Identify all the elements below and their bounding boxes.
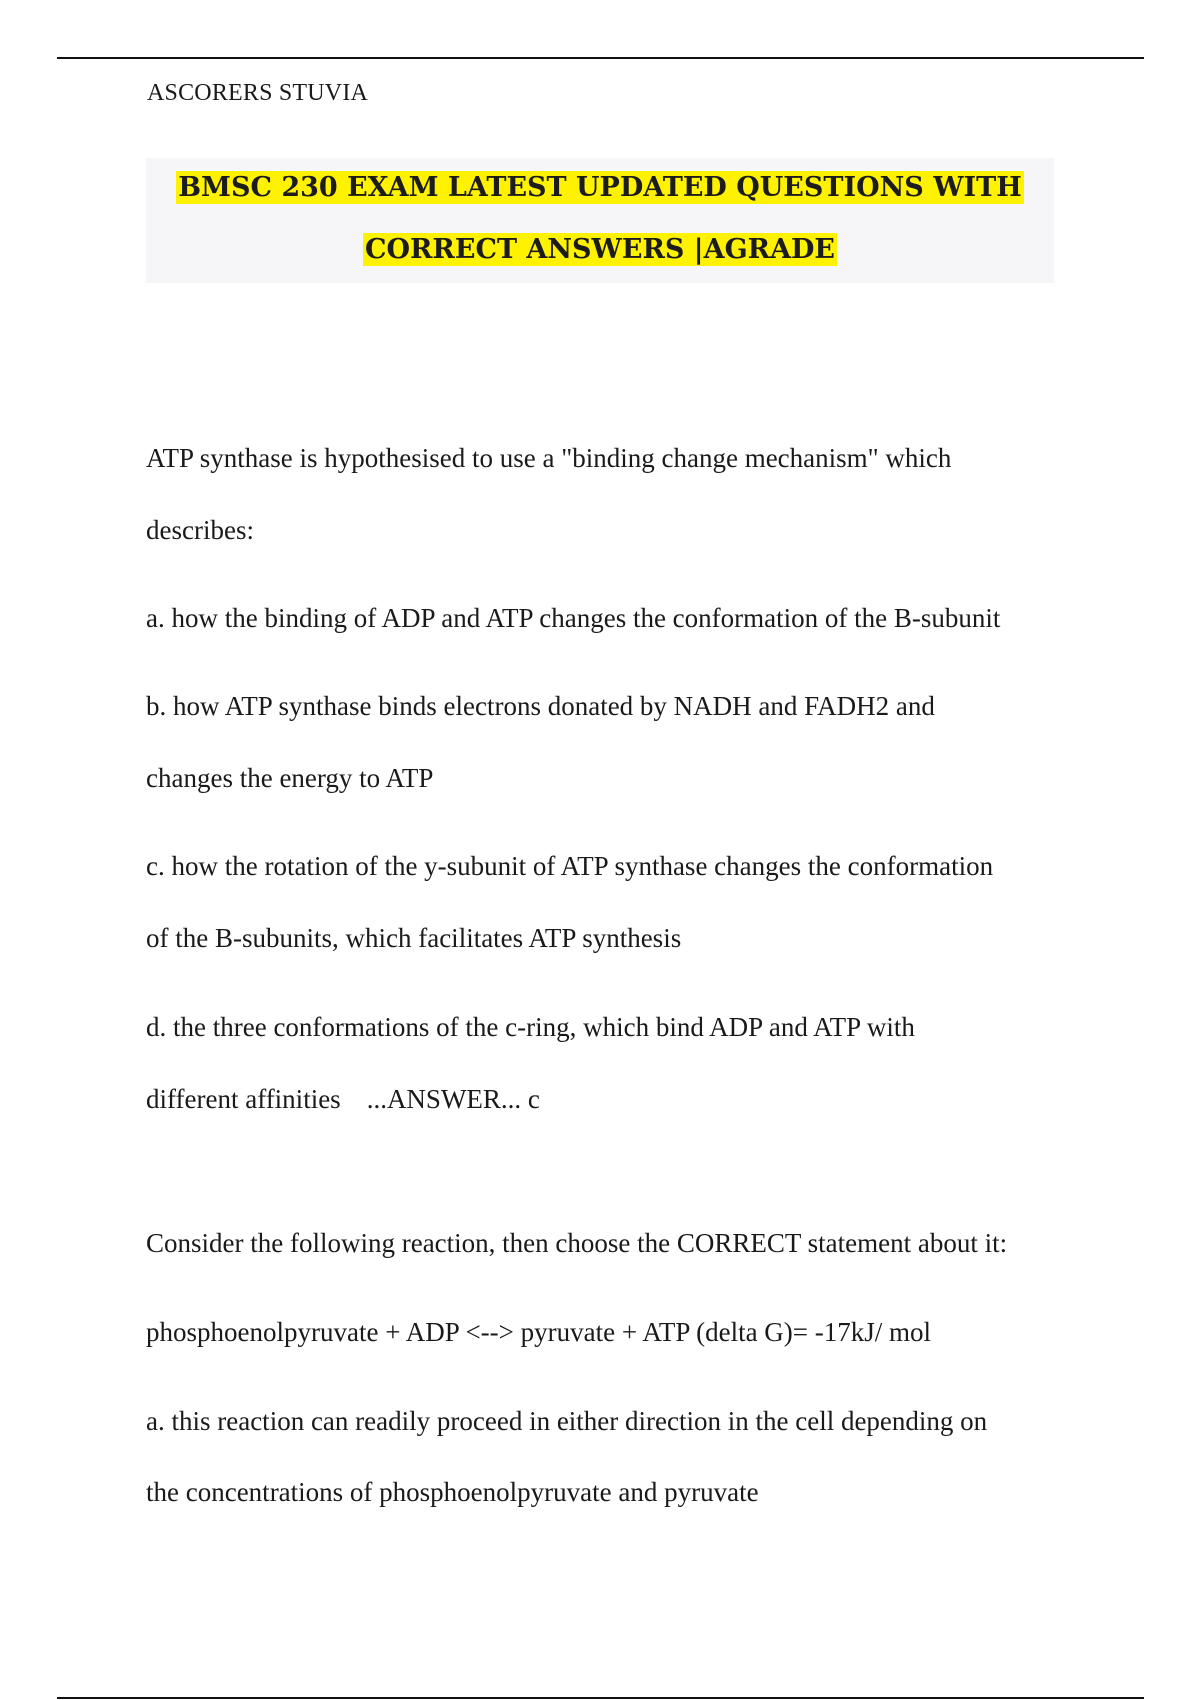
q2-stem: Consider the following reaction, then choose the CORRECT statement about it: xyxy=(146,1228,1008,1258)
bottom-rule xyxy=(57,1697,1144,1699)
page-header: ASCORERS STUVIA xyxy=(147,80,369,106)
q1-option-c-line-1: c. how the rotation of the y-subunit of ATP synthase changes the conformation xyxy=(146,851,994,881)
q2-option-a-line-1: a. this reaction can readily proceed in either direction in the cell depending on xyxy=(146,1406,988,1436)
q2-option-a-line-2: the concentrations of phosphoenolpyruvate and pyruvate xyxy=(146,1477,759,1507)
q1-stem-line-2: describes: xyxy=(146,515,254,545)
q1-option-d-text: different affinities xyxy=(146,1084,341,1114)
q1-option-a: a. how the binding of ADP and ATP changes the conformation of the B-subunit xyxy=(146,603,1001,633)
q1-option-d-line-1: d. the three conformations of the c-ring, which bind ADP and ATP with xyxy=(146,1012,915,1042)
q1-option-b-line-2: changes the energy to ATP xyxy=(146,763,434,793)
q1-option-d-line-2 xyxy=(146,1084,540,1115)
document-title-line-2 xyxy=(146,234,1054,265)
title-highlight-2: CORRECT ANSWERS |AGRADE xyxy=(364,234,836,265)
top-rule xyxy=(57,57,1144,59)
document-title-box xyxy=(146,158,1054,283)
q1-stem-line-1: ATP synthase is hypothesised to use a "binding change mechanism" which xyxy=(146,443,952,473)
q1-option-b-line-1: b. how ATP synthase binds electrons donated by NADH and FADH2 and xyxy=(146,691,935,721)
q2-reaction: phosphoenolpyruvate + ADP <--> pyruvate + ATP (delta G)= -17kJ/ mol xyxy=(146,1317,932,1347)
q1-option-c-line-2: of the B-subunits, which facilitates ATP synthesis xyxy=(146,923,682,953)
document-title-line-1 xyxy=(146,172,1054,203)
q1-answer: ...ANSWER... c xyxy=(366,1084,540,1114)
title-highlight-1: BMSC 230 EXAM LATEST UPDATED QUESTIONS WITH xyxy=(178,172,1022,203)
